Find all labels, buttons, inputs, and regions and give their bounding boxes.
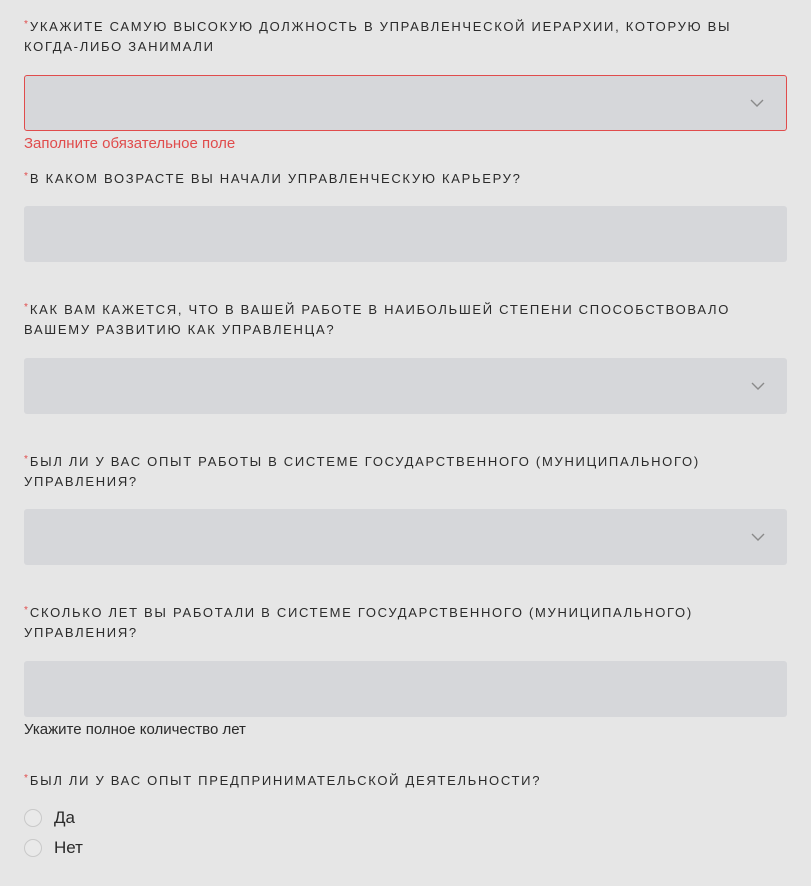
required-mark: * — [24, 302, 28, 313]
required-mark: * — [24, 605, 28, 616]
required-field-error: Заполните обязательное поле — [24, 135, 236, 152]
career-start-age-input[interactable] — [24, 206, 787, 262]
gov-years-input[interactable] — [24, 661, 787, 717]
highest-position-select[interactable] — [24, 75, 787, 131]
question-highest-position-label: * УКАЖИТЕ САМУЮ ВЫСОКУЮ ДОЛЖНОСТЬ В УПРАВЛЕНЧЕСКОЙ ИЕРАРХИИ, КОТОРУЮ ВЫ КОГДА-ЛИБО ЗАНИМАЛИ — [24, 19, 732, 54]
option-label: Да — [54, 808, 75, 827]
question-career-start-age-label: * В КАКОМ ВОЗРАСТЕ ВЫ НАЧАЛИ УПРАВЛЕНЧЕСКУЮ КАРЬЕРУ? — [24, 171, 522, 186]
chevron-down-icon — [751, 533, 765, 542]
radio-button[interactable] — [24, 809, 42, 827]
required-mark: * — [24, 19, 28, 30]
entrepreneur-option-no[interactable] — [24, 837, 83, 859]
question-gov-experience-label: * БЫЛ ЛИ У ВАС ОПЫТ РАБОТЫ В СИСТЕМЕ ГОСУДАРСТВЕННОГО (МУНИЦИПАЛЬНОГО) УПРАВЛЕНИЯ? — [24, 454, 700, 489]
radio-button[interactable] — [24, 839, 42, 857]
chevron-down-icon — [751, 382, 765, 391]
entrepreneur-option-yes[interactable] — [24, 807, 75, 829]
chevron-down-icon — [750, 99, 764, 108]
required-mark: * — [24, 773, 28, 784]
gov-experience-select[interactable] — [24, 509, 787, 565]
gov-years-hint: Укажите полное количество лет — [24, 721, 246, 738]
question-entrepreneur-label: * БЫЛ ЛИ У ВАС ОПЫТ ПРЕДПРИНИМАТЕЛЬСКОЙ ДЕЯТЕЛЬНОСТИ? — [24, 773, 542, 788]
development-factor-select[interactable] — [24, 358, 787, 414]
question-development-factor-label: * КАК ВАМ КАЖЕТСЯ, ЧТО В ВАШЕЙ РАБОТЕ В НАИБОЛЬШЕЙ СТЕПЕНИ СПОСОБСТВОВАЛО ВАШЕМУ РАЗВИТИЮ КАК УПРАВЛЕНЦА? — [24, 302, 731, 337]
required-mark: * — [24, 454, 28, 465]
option-label: Нет — [54, 838, 83, 857]
question-gov-years-label: * СКОЛЬКО ЛЕТ ВЫ РАБОТАЛИ В СИСТЕМЕ ГОСУДАРСТВЕННОГО (МУНИЦИПАЛЬНОГО) УПРАВЛЕНИЯ? — [24, 605, 693, 640]
required-mark: * — [24, 171, 28, 182]
